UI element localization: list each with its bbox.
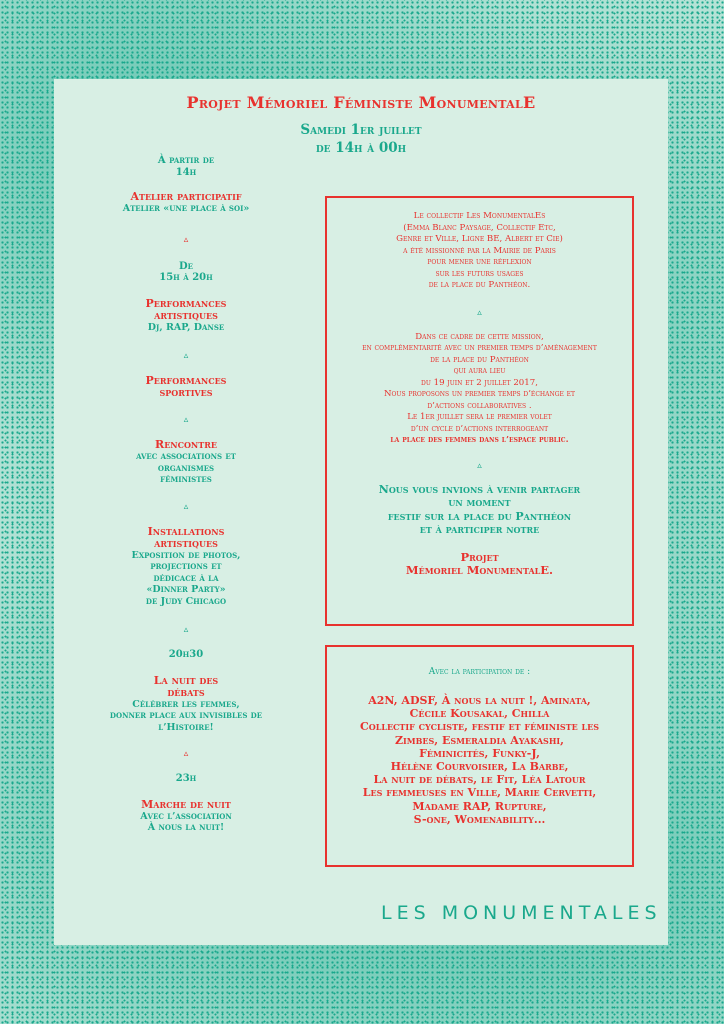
schedule-time: 14h bbox=[175, 166, 197, 178]
text-line: Féminicités, Funky-J, bbox=[419, 746, 540, 760]
schedule-sub: organismes bbox=[157, 462, 215, 474]
schedule-sub: Célébrer les femmes, bbox=[132, 698, 240, 710]
text-line: (Emma Blanc Paysage, Collectif Etc, bbox=[403, 222, 556, 233]
text-line: S-one, Womenability... bbox=[413, 812, 546, 826]
schedule-title: débats bbox=[167, 685, 205, 699]
mission-box bbox=[325, 196, 634, 626]
schedule-time: De bbox=[178, 260, 193, 272]
event-date-line1: Samedi 1er juillet bbox=[300, 122, 422, 138]
text-line: sur les futurs usages bbox=[435, 268, 524, 279]
schedule-time: À partir de bbox=[157, 155, 215, 166]
schedule-title: Performances bbox=[145, 374, 227, 387]
schedule-sub: de Judy Chicago bbox=[145, 595, 227, 607]
invitation-paragraph bbox=[327, 483, 632, 537]
poster-title: Projet Mémoriel Féministe MonumentalE bbox=[186, 93, 536, 112]
text-line: Hélène Courvoisier, La Barbe, bbox=[390, 760, 569, 774]
text-line: Mémoriel MonumentalE. bbox=[405, 563, 554, 577]
text-line: la place des femmes dans l’espace public. bbox=[390, 435, 569, 445]
text-line: un moment bbox=[448, 496, 511, 509]
text-line: Nous proposons un premier temps d’échange et bbox=[383, 389, 576, 399]
schedule-title: Marche de nuit bbox=[141, 797, 231, 811]
schedule-time: 15h à 20h bbox=[159, 272, 213, 283]
schedule-sub: donner place aux invisibles de bbox=[109, 710, 263, 721]
schedule-title: Performances bbox=[145, 296, 227, 310]
text-line: Le 1er juillet sera le premier volet bbox=[407, 412, 552, 422]
schedule-title: sportives bbox=[159, 386, 213, 399]
separator-icon: ▵ bbox=[183, 234, 189, 245]
schedule-title: Rencontre bbox=[155, 438, 217, 451]
text-line: Le collectif Les MonumentalEs bbox=[413, 211, 546, 221]
text-line: Les femmeuses en Ville, Marie Cervetti, bbox=[362, 786, 597, 800]
separator-icon: ▵ bbox=[183, 501, 189, 512]
text-line: Madame RAP, Rupture, bbox=[412, 799, 547, 813]
schedule-title: La nuit des bbox=[153, 673, 219, 687]
schedule-sub: Dj, RAP, Danse bbox=[147, 321, 225, 333]
mission-paragraph-2 bbox=[327, 332, 632, 447]
schedule-time: 20h30 bbox=[168, 649, 204, 660]
text-line: de la place du Panthéon bbox=[430, 354, 529, 365]
text-line: en complémentarité avec un premier temps d’aménagement bbox=[362, 343, 597, 353]
text-line: qui aura lieu bbox=[453, 366, 506, 376]
participants-heading: Avec la participation de : bbox=[428, 667, 531, 677]
text-line: a été missionné par la Mairie de Paris bbox=[403, 245, 556, 256]
schedule-sub: projections et bbox=[150, 561, 222, 572]
separator-icon: ▵ bbox=[477, 460, 482, 471]
text-line: festif sur la place du Panthéon bbox=[387, 509, 572, 523]
text-line: Zimbes, Esmeraldia Ayakashi, bbox=[395, 733, 564, 747]
separator-icon: ▵ bbox=[183, 415, 189, 425]
text-line: Cécile Kousakal, Chilla bbox=[409, 707, 550, 721]
text-line: La nuit de débats, le Fit, Léa Latour bbox=[373, 773, 586, 787]
separator-icon: ▵ bbox=[477, 307, 482, 318]
text-line: Dans ce cadre de cette mission, bbox=[415, 331, 544, 342]
event-date bbox=[54, 121, 668, 157]
schedule-sub: féministes bbox=[160, 474, 212, 485]
text-line: A2N, ADSF, À nous la nuit !, Aminata, bbox=[368, 694, 591, 707]
schedule-sub: avec associations et bbox=[136, 451, 236, 462]
event-date-line2: de 14h à 00h bbox=[315, 140, 407, 156]
separator-icon: ▵ bbox=[183, 351, 189, 361]
schedule-title: artistiques bbox=[154, 536, 218, 550]
schedule-sub: l’Histoire! bbox=[158, 721, 214, 733]
schedule-sub: Exposition de photos, bbox=[131, 549, 241, 561]
mission-paragraph-1 bbox=[327, 211, 632, 292]
project-name bbox=[327, 551, 632, 578]
text-line: et à participer notre bbox=[419, 523, 540, 536]
participants-box bbox=[325, 645, 634, 867]
text-line: Collectif cycliste, festif et féministe les bbox=[359, 720, 600, 734]
text-line: Nous vous invions à venir partager bbox=[378, 482, 581, 496]
schedule-sub: Atelier «une place à soi» bbox=[122, 203, 250, 214]
separator-icon: ▵ bbox=[183, 625, 189, 635]
schedule-sub: «Dinner Party» bbox=[146, 584, 226, 595]
text-line: du 19 juin et 2 juillet 2017, bbox=[421, 377, 538, 388]
schedule-column bbox=[74, 155, 298, 834]
schedule-title: Installations bbox=[147, 524, 225, 538]
les-monumentales-logo: LES MONUMENTALES bbox=[381, 902, 662, 924]
text-line: d’un cycle d’actions interrogeant bbox=[410, 423, 549, 434]
text-line: pour mener une réflexion bbox=[427, 257, 532, 267]
text-line: de la place du Panthéon. bbox=[428, 280, 531, 290]
schedule-title: artistiques bbox=[154, 308, 218, 322]
schedule-title: Atelier participatif bbox=[130, 190, 242, 203]
schedule-sub: Avec l’association bbox=[140, 810, 232, 822]
text-line: d’actions collaboratives . bbox=[427, 400, 532, 411]
schedule-sub: dédicace à la bbox=[153, 572, 219, 584]
schedule-sub: À nous la nuit! bbox=[147, 822, 225, 833]
text-line: Genre et Ville, Ligne BE, Albert et Cie) bbox=[396, 234, 563, 244]
separator-icon: ▵ bbox=[183, 749, 189, 759]
poster-panel bbox=[54, 79, 668, 945]
participants-list bbox=[327, 694, 632, 826]
schedule-time: 23h bbox=[175, 773, 197, 784]
text-line: Projet bbox=[460, 549, 499, 564]
